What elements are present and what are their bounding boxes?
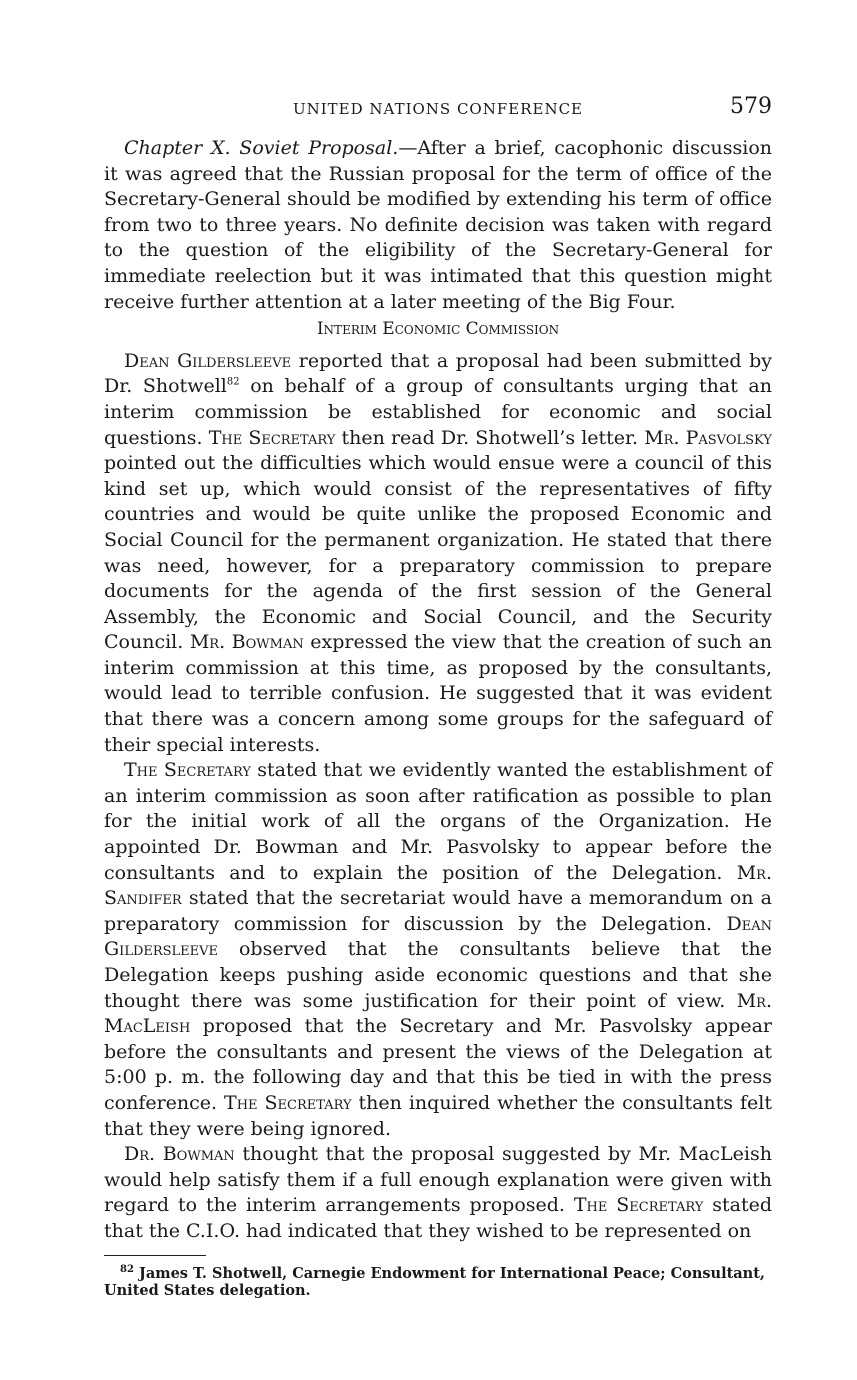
page-number: 579	[730, 94, 772, 119]
paragraph-text: stated that the C.I.O. had indicated that they wished to be represented on	[104, 1194, 772, 1242]
speaker-name: The Secretary	[573, 1194, 704, 1217]
paragraph-text: stated that the secretariat would have a memorandum on a preparatory commission for discussion by the Delegation.	[104, 887, 772, 935]
paragraph-secretary-statement	[104, 758, 772, 1142]
footnote-number: 82	[120, 1264, 134, 1276]
speaker-name: Dean Gildersleeve	[124, 349, 292, 372]
paragraph-text: observed that the consultants believe that the Delegation keeps pushing aside economic questions and that she thought there was some justification for their point of view.	[104, 938, 772, 1012]
speaker-name: Mr. Bowman	[189, 631, 304, 654]
paragraph-text: pointed out the difficulties which would ensue were a council of this kind set up, which would consist of the representatives of fifty countries and would be quite unlike the proposed Economic and Social Council for the permanent organization. He stated that there was need, however, for a preparatory commission to prepare documents for the agenda of the first session of the General Assembly, the Economic and Social Council, and the Security Council.	[104, 452, 772, 654]
body-text	[104, 136, 772, 1245]
paragraph-bowman-response	[104, 1142, 772, 1244]
paragraph-text: —After a brief, cacophonic discussion it was agreed that the Russian proposal for the term of office of the Secretary-General should be modified by extending his term of office from two to three years. No definite decision was taken with regard to the question of the eligibility of the Secretary-General for immediate reelection but it was intimated that this question might receive further attention at a later meeting of the Big Four.	[104, 137, 772, 313]
footnote-reference: 82	[226, 377, 240, 389]
paragraph-text: then read Dr. Shotwell’s letter.	[335, 426, 645, 449]
paragraph-text: expressed the view that the creation of such an interim commission at this time, as proposed by the consultants, would lead to terrible confusion. He suggested that it was evident that there was a concern among some groups for the safeguard of their special interests.	[104, 631, 772, 756]
page-header	[104, 94, 772, 124]
paragraph-text: thought that the proposal suggested by Mr. MacLeish would help satisfy them if a full enough explanation were given with regard to the interim arrangements proposed.	[104, 1143, 772, 1217]
running-head: UNITED NATIONS CONFERENCE	[292, 100, 584, 118]
paragraph-gildersleeve-report	[104, 349, 772, 759]
speaker-name: Dean Gildersleeve	[104, 912, 772, 961]
speaker-name: The Secretary	[208, 426, 336, 449]
paragraph-soviet-proposal	[104, 136, 772, 315]
paragraph-text: stated that we evidently wanted the establishment of an interim commission as soon after ratification as possible to plan for the initial work of all the organs of the Organization. He appointed Dr. Bowman and Mr. Pasvolsky to appear before the consultants and to explain the position of the Delegation.	[104, 759, 772, 884]
paragraph-text: then inquired whether the consultants felt that they were being ignored.	[104, 1091, 772, 1140]
speaker-name: Dr. Bowman	[124, 1143, 235, 1166]
speaker-name: Mr. Pasvolsky	[644, 426, 772, 449]
paragraph-text: proposed that the Secretary and Mr. Pasvolsky appear before the consultants and present the views of the Delegation at 5:00 p. m. the following day and that this be tied in with the press conference.	[104, 1015, 772, 1114]
section-heading: Interim Economic Commission	[316, 319, 560, 340]
speaker-name: Mr. Sandifer	[104, 861, 772, 910]
paragraph-text: on behalf of a group of consultants urging that an interim commission be established for economic and social questions.	[104, 375, 772, 449]
speaker-name: The Secretary	[224, 1091, 352, 1114]
paragraph-text: reported that a proposal had been submitted by Dr. Shotwell	[104, 349, 773, 398]
footnote-rule	[104, 1255, 206, 1256]
footnote	[104, 1265, 784, 1299]
speaker-name: Mr. MacLeish	[104, 989, 772, 1038]
speaker-name: The Secretary	[124, 759, 251, 782]
paragraph-lead: Chapter X. Soviet Proposal.	[124, 137, 399, 159]
footnote-text: James T. Shotwell, Carnegie Endowment for International Peace; Consultant, United States delegation.	[104, 1265, 765, 1299]
